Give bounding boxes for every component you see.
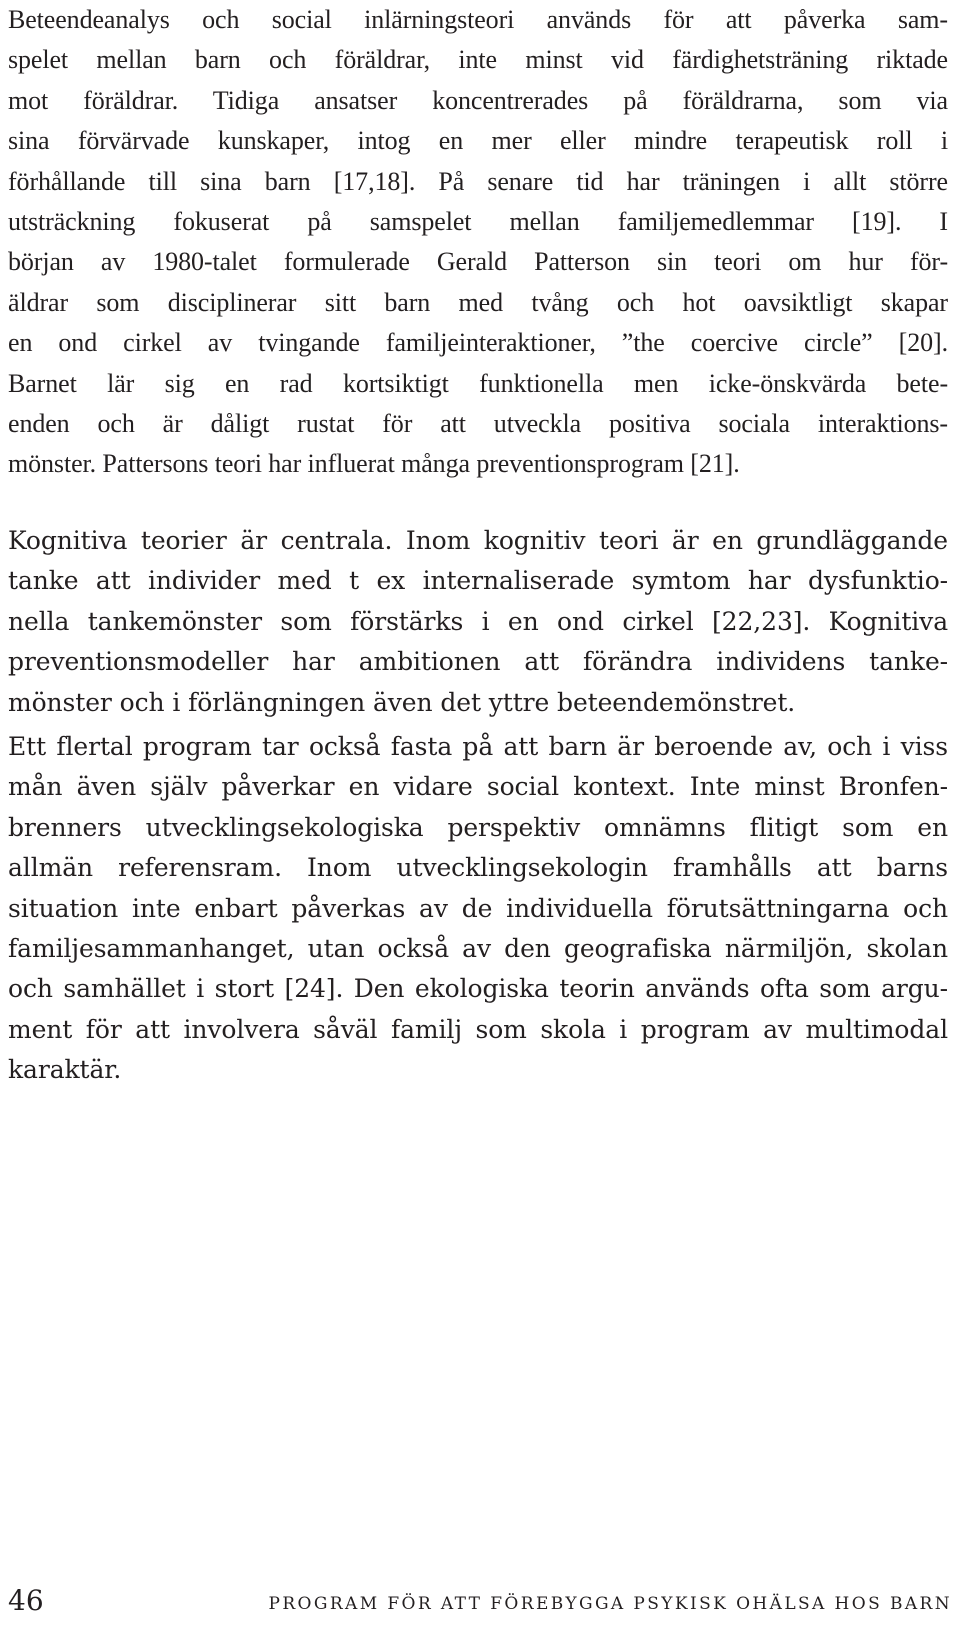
paragraph-cognitive-theories bbox=[8, 521, 948, 723]
text-line: mot föräldrar. Tidiga ansatser koncentrerades på föräldrarna, som via bbox=[8, 85, 948, 115]
text-line: utsträckning fokuserat på samspelet mellan familjemedlemmar [19]. I bbox=[8, 207, 948, 237]
page-footer bbox=[8, 1578, 952, 1628]
text-line: ment för att involvera såväl familj som skola i program av multimodal bbox=[8, 1014, 948, 1044]
text-line: spelet mellan barn och föräldrar, inte minst vid färdighetsträning riktade bbox=[8, 45, 948, 75]
text-line: brenners utvecklingsekologiska perspektiv omnämns flitigt som en bbox=[8, 812, 948, 842]
text-line: förhållande till sina barn [17,18]. På senare tid har träningen i allt större bbox=[8, 166, 948, 196]
text-line: början av 1980-talet formulerade Gerald Patterson sin teori om hur för- bbox=[8, 247, 948, 277]
text-line: Beteendeanalys och social inlärningsteori används för att påverka sam- bbox=[8, 5, 948, 34]
text-line: preventionsmodeller har ambitionen att förändra individens tanke- bbox=[8, 647, 948, 677]
text-line: Ett flertal program tar också fasta på att barn är beroende av, och i viss bbox=[8, 732, 948, 761]
text-line: familjesammanhanget, utan också av den geografiska närmiljön, skolan bbox=[8, 934, 948, 964]
text-line: nella tankemönster som förstärks i en ond cirkel [22,23]. Kognitiva bbox=[8, 606, 948, 636]
running-title: PROGRAM FÖR ATT FÖREBYGGA PSYKISK OHÄLSA HOS BARN bbox=[268, 1594, 952, 1614]
text-line: och samhället i stort [24]. Den ekologiska teorin används ofta som argu- bbox=[8, 974, 948, 1004]
page-number: 46 bbox=[8, 1584, 44, 1617]
paragraph-behavior-analysis bbox=[8, 0, 948, 485]
text-line: situation inte enbart påverkas av de individuella förutsättningarna och bbox=[8, 893, 948, 923]
text-line: Barnet lär sig en rad kortsiktigt funktionella men icke-önskvärda bete- bbox=[8, 368, 948, 398]
text-line: Kognitiva teorier är centrala. Inom kognitiv teori är en grundläggande bbox=[8, 526, 948, 555]
paragraph-ecological-perspective bbox=[8, 727, 948, 1091]
text-line: mån även själv påverkar en vidare social kontext. Inte minst Bronfen- bbox=[8, 772, 948, 802]
text-line: tanke att individer med t ex internaliserade symtom har dysfunktio- bbox=[8, 566, 948, 596]
text-line: mönster. Pattersons teori har influerat många preventionsprogram [21]. bbox=[8, 449, 740, 479]
text-line: äldrar som disciplinerar sitt barn med tvång och hot oavsiktligt skapar bbox=[8, 287, 948, 317]
text-line: sina förvärvade kunskaper, intog en mer eller mindre terapeutisk roll i bbox=[8, 126, 948, 156]
text-line: enden och är dåligt rustat för att utveckla positiva sociala interaktions- bbox=[8, 409, 948, 439]
text-line: allmän referensram. Inom utvecklingsekologin framhålls att barns bbox=[8, 853, 948, 883]
text-line: karaktär. bbox=[8, 1055, 122, 1085]
text-line: en ond cirkel av tvingande familjeinteraktioner, ”the coercive circle” [20]. bbox=[8, 328, 948, 358]
text-line: mönster och i förlängningen även det yttre beteendemönstret. bbox=[8, 687, 796, 717]
